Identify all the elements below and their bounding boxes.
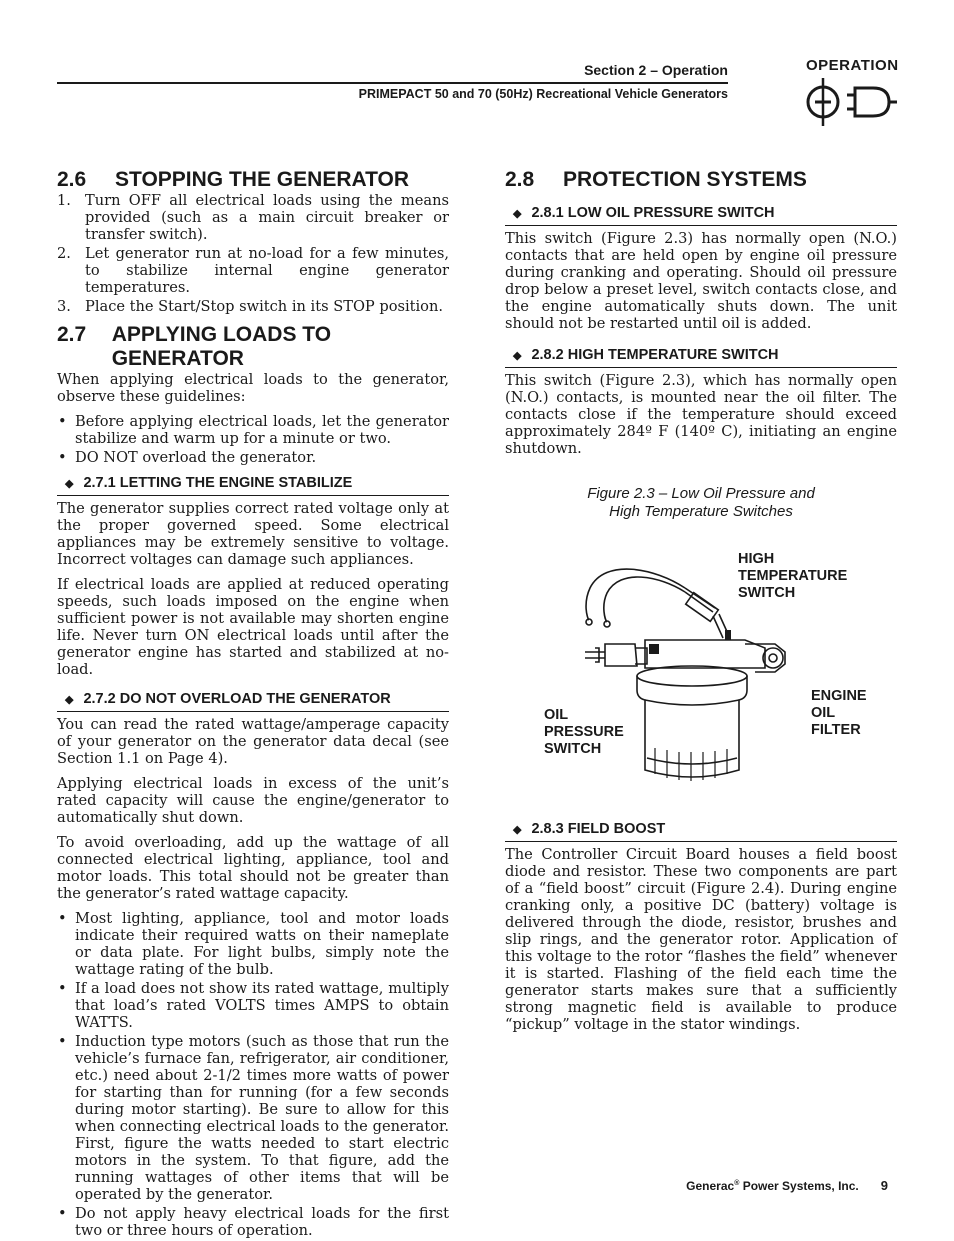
list-item: 3. Place the Start/Stop switch in its STOP position. <box>57 298 444 315</box>
paragraph: Applying electrical loads in excess of the unit’s rated capacity will cause the engine/generator to automatically shut down. <box>57 775 449 826</box>
paragraph: This switch (Figure 2.3) has normally open (N.O.) contacts that are held open by engine oil pressure during cranking and operating. Should oil pressure drop below a preset level, switch contacts close, and the engine automatically shuts down. The unit should not be restarted until oil is added. <box>505 230 897 332</box>
header-subtitle: PRIMEPACT 50 and 70 (50Hz) Recreational Vehicle Generators <box>358 87 728 101</box>
paragraph: The Controller Circuit Board houses a field boost diode and resistor. These two components are part of a “field boost” circuit (Figure 2.4). During engine cranking only, a positive DC (battery) voltage is delivered through the diode, resistor, brushes and slip rings, and the generator rotor. Application of this voltage to the rotor “flashes the field” whenever it is started. Flashing of the field each time the generator starts makes sure that a sufficiently strong magnetic field is available to produce “pickup” voltage in the stator windings. <box>505 846 897 1033</box>
section-2-7-heading: 2.7 APPLYING LOADS TO GENERATOR <box>57 323 332 370</box>
list-item: • If a load does not show its rated wattage, multiply that load’s rated VOLTS times AMPS to obtain WATTS. <box>58 980 449 1031</box>
paragraph: When applying electrical loads to the generator, observe these guidelines: <box>57 371 449 405</box>
section-2-8-2-heading: ◆ 2.8.2 HIGH TEMPERATURE SWITCH <box>505 346 897 368</box>
section-2-7-2-heading: ◆ 2.7.2 DO NOT OVERLOAD THE GENERATOR <box>57 690 449 712</box>
paragraph: If electrical loads are applied at reduced operating speeds, such loads imposed on the engine when sufficient power is not available may shorten engine life. Never turn ON electrical loads until after the generator engine has started and stabilized at no-load. <box>57 576 449 678</box>
paragraph: The generator supplies correct rated voltage only at the proper governed speed. Some electrical appliances may be extremely sensitive to voltage. Incorrect voltages can damage such appliances. <box>57 500 449 568</box>
header-section: Section 2 – Operation <box>584 62 728 78</box>
page-footer <box>686 1178 888 1193</box>
list-item: • Induction type motors (such as those that run the vehicle’s furnace fan, refrigerator, air conditioner, etc.) need about 2-1/2 times more watts of power for starting than for running (for a few seconds during motor starting). Be sure to allow for this when connecting electrical loads to the generator. First, figure the watts needed to start electric motors in the system. To that figure, add the running wattages of other items that will be operated by the generator. <box>58 1033 449 1203</box>
stopping-steps-list <box>57 192 449 315</box>
list-item: • Before applying electrical loads, let the generator stabilize and warm up for a minute or two. <box>58 413 449 447</box>
page-number: 9 <box>880 1178 888 1193</box>
section-2-8-1-heading: ◆ 2.8.1 LOW OIL PRESSURE SWITCH <box>505 204 897 226</box>
section-2-6-heading: 2.6 STOPPING THE GENERATOR <box>57 168 410 191</box>
header-rule <box>57 82 728 84</box>
label-engine-oil-filter: ENGINE OIL FILTER <box>811 688 867 738</box>
footer-reg: ® <box>734 1180 740 1187</box>
footer-company: Generac <box>686 1179 735 1193</box>
field-boost-section <box>505 820 897 1041</box>
list-item: 2. Let generator run at no-load for a few minutes, to stabilize internal engine generator temperatures. <box>57 245 449 296</box>
label-oil-pressure-switch: OIL PRESSURE SWITCH <box>544 707 624 757</box>
right-column <box>505 168 897 465</box>
section-2-8-3-heading: ◆ 2.8.3 FIELD BOOST <box>505 820 897 842</box>
figure-caption: Figure 2.3 – Low Oil Pressure and High Temperature Switches <box>587 485 815 520</box>
overload-list <box>57 910 449 1239</box>
paragraph: To avoid overloading, add up the wattage of all connected electrical lighting, appliance, tool and motor loads. This total should not be greater than the generator’s rated wattage capacity. <box>57 834 449 902</box>
left-column <box>57 168 449 1241</box>
paragraph: This switch (Figure 2.3), which has normally open (N.O.) contacts, is mounted near the oil filter. The contacts close if the temperature should exceed approximately 284º F (140º C), initiating an engine shutdown. <box>505 372 897 457</box>
list-item: 1. Turn OFF all electrical loads using the means provided (such as a main circuit breaker or transfer switch). <box>57 192 449 243</box>
section-2-7-1-heading: ◆ 2.7.1 LETTING THE ENGINE STABILIZE <box>57 474 449 496</box>
guidelines-list <box>57 413 449 466</box>
paragraph: You can read the rated wattage/amperage capacity of your generator on the generator data decal (see Section 1.1 on Page 4). <box>57 716 449 767</box>
list-item: • DO NOT overload the generator. <box>58 449 317 466</box>
list-item: • Do not apply heavy electrical loads for the first two or three hours of operation. <box>58 1205 449 1239</box>
operation-plug-icon <box>803 76 899 134</box>
section-2-8-heading: 2.8 PROTECTION SYSTEMS <box>505 168 807 191</box>
operation-badge: OPERATION <box>806 57 899 74</box>
list-item: • Most lighting, appliance, tool and motor loads indicate their required watts on their nameplate or data plate. For light bulbs, simply note the wattage rating of the bulb. <box>58 910 449 978</box>
label-high-temperature-switch: HIGH TEMPERATURE SWITCH <box>738 551 848 601</box>
footer-company-rest: Power Systems, Inc. <box>739 1179 859 1193</box>
